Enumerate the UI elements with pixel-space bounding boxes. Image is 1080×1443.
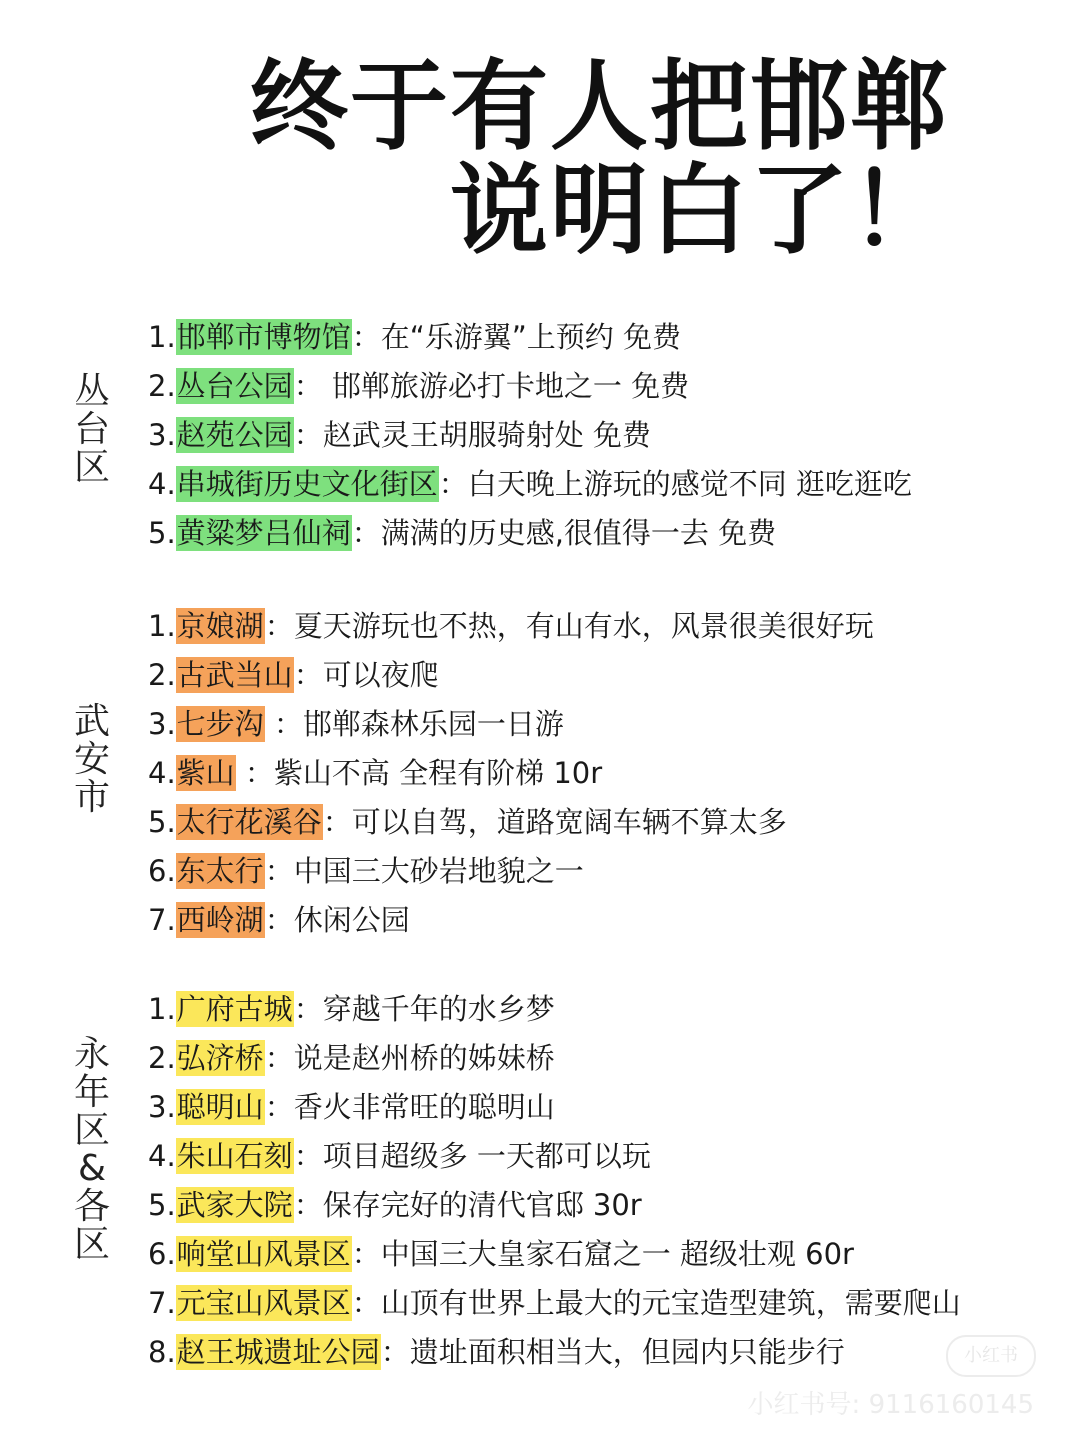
spot-name: 丛台公园	[176, 369, 293, 403]
spot-name: 太行花溪谷	[176, 805, 322, 839]
spot-name: 紫山	[176, 756, 235, 790]
spot-desc: ：项目超级多 一天都可以玩	[293, 1139, 651, 1173]
spot-desc: ：说是赵州桥的姊妹桥	[264, 1041, 555, 1075]
spot-name: 古武当山	[176, 658, 293, 692]
spot-name: 元宝山风景区	[176, 1286, 351, 1320]
watermark-logo: 小红书	[946, 1335, 1036, 1377]
watermark-id: 小红书号: 9116160145	[747, 1390, 1034, 1420]
district-label-yongnian: 永年区&各区	[73, 1034, 110, 1265]
spot-name: 串城街历史文化街区	[176, 467, 438, 501]
spot-desc: ： 邯郸旅游必打卡地之一 免费	[293, 369, 690, 403]
spot-name: 七步沟	[176, 707, 264, 741]
spot-list-congtai	[148, 313, 912, 558]
list-item: 3.七步沟 ：邯郸森林乐园一日游	[148, 707, 564, 741]
spot-desc: ：中国三大皇家石窟之一 超级壮观 60r	[351, 1237, 854, 1271]
spot-name: 响堂山风景区	[176, 1237, 351, 1271]
list-item: 4.紫山 ：紫山不高 全程有阶梯 10r	[148, 756, 603, 790]
list-item: 6.东太行：中国三大砂岩地貌之一	[148, 854, 584, 888]
list-item: 3.赵苑公园：赵武灵王胡服骑射处 免费	[148, 418, 651, 452]
district-label-congtai: 丛台区	[73, 371, 110, 488]
list-item: 6.响堂山风景区：中国三大皇家石窟之一 超级壮观 60r	[148, 1237, 854, 1271]
spot-desc: ：夏天游玩也不热，有山有水，风景很美很好玩	[264, 609, 874, 643]
list-item: 2.弘济桥：说是赵州桥的姊妹桥	[148, 1041, 555, 1075]
spot-name: 广府古城	[176, 992, 293, 1026]
list-item: 1.邯郸市博物馆：在“乐游翼”上预约 免费	[148, 320, 681, 354]
list-item: 2.丛台公园： 邯郸旅游必打卡地之一 免费	[148, 369, 690, 403]
title-line-2: 说明白了！	[449, 154, 950, 268]
spot-name: 聪明山	[176, 1090, 264, 1124]
list-item: 2.古武当山：可以夜爬	[148, 658, 439, 692]
spot-name: 西岭湖	[176, 903, 264, 937]
spot-desc: ：遗址面积相当大，但园内只能步行	[380, 1335, 845, 1369]
spot-name: 京娘湖	[176, 609, 264, 643]
spot-desc: ：休闲公园	[264, 903, 410, 937]
list-item: 8.赵王城遗址公园：遗址面积相当大，但园内只能步行	[148, 1335, 845, 1369]
spot-desc: ：赵武灵王胡服骑射处 免费	[293, 418, 651, 452]
spot-list-yongnian	[148, 985, 961, 1377]
list-item: 3.聪明山：香火非常旺的聪明山	[148, 1090, 555, 1124]
spot-desc: ：山顶有世界上最大的元宝造型建筑，需要爬山	[351, 1286, 961, 1320]
spot-name: 东太行	[176, 854, 264, 888]
spot-name: 朱山石刻	[176, 1139, 293, 1173]
spot-name: 邯郸市博物馆	[176, 320, 351, 354]
spot-name: 赵苑公园	[176, 418, 293, 452]
district-label-wuan: 武安市	[73, 701, 110, 818]
spot-desc: ：满满的历史感,很值得一去 免费	[351, 516, 777, 550]
spot-name: 武家大院	[176, 1188, 293, 1222]
list-item: 4.串城街历史文化街区：白天晚上游玩的感觉不同 逛吃逛吃	[148, 467, 912, 501]
spot-desc: ：穿越千年的水乡梦	[293, 992, 555, 1026]
list-item: 1.京娘湖：夏天游玩也不热，有山有水，风景很美很好玩	[148, 609, 874, 643]
spot-desc: ：紫山不高 全程有阶梯 10r	[235, 756, 603, 790]
list-item: 4.朱山石刻：项目超级多 一天都可以玩	[148, 1139, 651, 1173]
spot-desc: ：可以夜爬	[293, 658, 439, 692]
list-item: 5.武家大院：保存完好的清代官邸 30r	[148, 1188, 642, 1222]
list-item: 7.西岭湖：休闲公园	[148, 903, 410, 937]
list-item: 7.元宝山风景区：山顶有世界上最大的元宝造型建筑，需要爬山	[148, 1286, 961, 1320]
spot-name: 弘济桥	[176, 1041, 264, 1075]
spot-name: 赵王城遗址公园	[176, 1335, 380, 1369]
list-item: 5.太行花溪谷：可以自驾，道路宽阔车辆不算太多	[148, 805, 787, 839]
spot-desc: ：白天晚上游玩的感觉不同 逛吃逛吃	[438, 467, 912, 501]
spot-desc: ：可以自驾，道路宽阔车辆不算太多	[322, 805, 787, 839]
spot-list-wuan	[148, 602, 874, 945]
spot-desc: ：在“乐游翼”上预约 免费	[351, 320, 681, 354]
spot-desc: ：香火非常旺的聪明山	[264, 1090, 555, 1124]
list-item: 5.黄粱梦吕仙祠：满满的历史感,很值得一去 免费	[148, 516, 777, 550]
spot-desc: ：邯郸森林乐园一日游	[264, 707, 564, 741]
list-item: 1.广府古城：穿越千年的水乡梦	[148, 992, 555, 1026]
spot-desc: ：保存完好的清代官邸 30r	[293, 1188, 642, 1222]
spot-name: 黄粱梦吕仙祠	[176, 516, 351, 550]
title-line-1: 终于有人把邯郸	[249, 50, 950, 164]
spot-desc: ：中国三大砂岩地貌之一	[264, 854, 584, 888]
